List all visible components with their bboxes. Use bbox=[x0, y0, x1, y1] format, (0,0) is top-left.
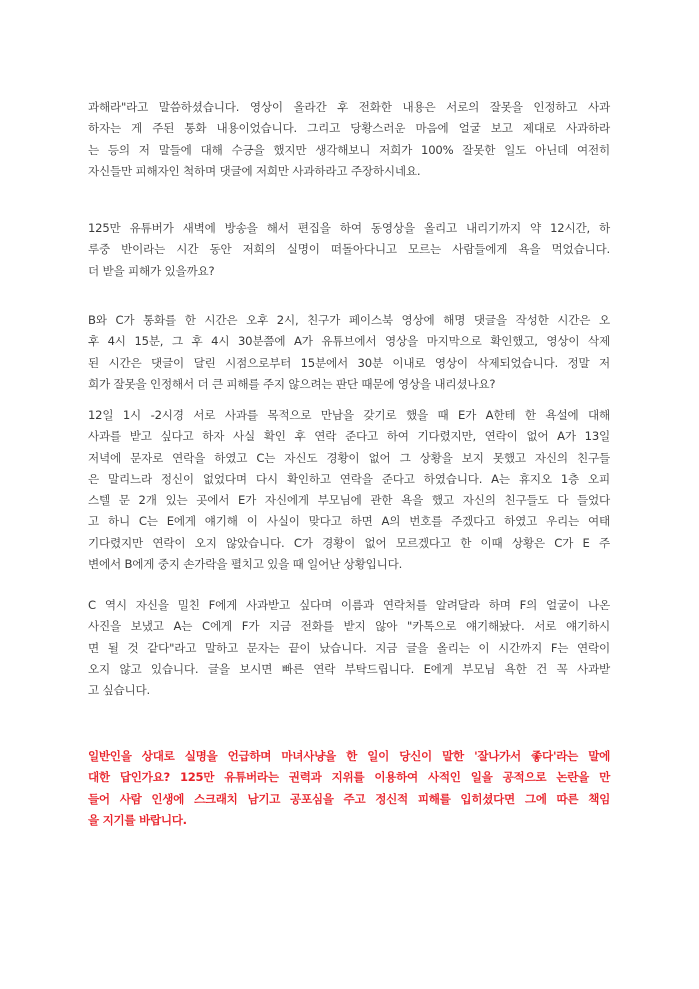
text-line: 는 등의 저 말들에 대해 수긍을 했지만 생각해보니 저희가 100% 잘못한 일도 아닌데 여전히 bbox=[88, 142, 610, 157]
text-line: 된 시간은 댓글이 달린 시점으로부터 15분에서 30분 이내로 영상이 삭제되었습니다. 정말 저 bbox=[88, 355, 610, 370]
text-line: 과해라"라고 말씀하셨습니다. 영상이 올라간 후 전화한 내용은 서로의 잘못을 인정하고 사과 bbox=[88, 100, 610, 114]
text-line: 오지 않고 있습니다. 글을 보시면 빠른 연락 부탁드립니다. E에게 부모님 욕한 건 꼭 사과받 bbox=[88, 661, 610, 676]
text-line: 은 말리느라 정신이 없었다며 다시 확인하고 연락을 준다고 하였습니다. A는 휴지오 1층 오피 bbox=[88, 471, 610, 486]
text-line: 12일 1시 -2시경 서로 사과를 목적으로 만남을 갖기로 했을 때 E가 A한테 한 욕설에 대해 bbox=[88, 408, 610, 422]
text-line: 후 4시 15분, 그 후 4시 30분쯤에 A가 유튜브에서 영상을 마지막으로 확인했고, 영상이 삭제 bbox=[88, 334, 610, 349]
text-line: 대한 답인가요? 125만 유튜버라는 권력과 지위를 이용하여 사적인 일을 공적으로 논란을 만 bbox=[88, 770, 610, 785]
paragraph-apology-call bbox=[88, 97, 610, 182]
text-line: 125만 유튜버가 새벽에 방송을 해서 편집을 하여 동영상을 올리고 내리기까지 약 12시간, 하 bbox=[88, 221, 610, 235]
paragraph-meeting-account bbox=[88, 405, 610, 575]
text-line: 사과를 받고 싶다고 하자 사실 확인 후 연락 준다고 하여 기다렸지만, 연락이 없어 A가 13일 bbox=[88, 429, 610, 444]
text-line: 고 하니 C는 E에게 얘기해 이 사실이 맞다고 하면 A의 번호를 주겠다고 하였고 우리는 여태 bbox=[88, 514, 610, 529]
text-line: 하자는 게 주된 통화 내용이었습니다. 그리고 당황스러운 마음에 얼굴 보고 제대로 사과하라 bbox=[88, 121, 610, 136]
paragraph-timeline bbox=[88, 310, 610, 395]
paragraph-closing-statement-highlighted bbox=[88, 746, 610, 831]
text-line: 변에서 B에게 중지 손가락을 펼치고 있을 때 일어난 상황입니다. bbox=[88, 557, 403, 572]
text-line: 스텔 문 2개 있는 곳에서 E가 자신에게 부모님에 관한 욕을 했고 자신의 친구들도 다 들었다 bbox=[88, 493, 610, 508]
text-line: 을 지기를 바랍니다. bbox=[88, 812, 187, 827]
paragraph-damage-duration bbox=[88, 218, 610, 282]
text-line: 고 싶습니다. bbox=[88, 683, 150, 698]
text-line: 일반인을 상대로 실명을 언급하며 마녀사냥을 한 일이 당신이 말한 '잘나가서 좋다'라는 말에 bbox=[88, 749, 610, 763]
text-line: 루중 반이라는 시간 동안 저희의 실명이 떠돌아다니고 모르는 사람들에게 욕을 먹었습니다. bbox=[88, 242, 610, 257]
text-line: 사진을 보냈고 A는 C에게 F가 지금 전화를 받지 않아 "카톡으로 얘기해놨다. 서로 얘기하시 bbox=[88, 619, 610, 634]
text-line: 자신들만 피해자인 척하며 댓글에 저희만 사과하라고 주장하시네요. bbox=[88, 163, 421, 178]
text-line: 더 받을 피해가 있을까요? bbox=[88, 263, 215, 278]
text-line: 면 될 것 같다"라고 말하고 문자는 끝이 났습니다. 지금 글을 올리는 이 시간까지 F는 연락이 bbox=[88, 640, 610, 655]
text-line: 들어 사람 인생에 스크래치 남기고 공포심을 주고 정신적 피해를 입히셨다면 그에 따른 책임 bbox=[88, 791, 610, 806]
paragraph-contact-request bbox=[88, 595, 610, 701]
text-line: 저녁에 문자로 연락을 하였고 C는 자신도 경황이 없어 그 상황을 보지 못했고 자신의 친구들 bbox=[88, 450, 610, 465]
text-line: B와 C가 통화를 한 시간은 오후 2시, 친구가 페이스북 영상에 해명 댓글을 작성한 시간은 오 bbox=[88, 313, 610, 327]
text-line: 기다렸지만 연락이 오지 않았습니다. C가 경황이 없어 모르겠다고 한 이때 상황은 C가 E 주 bbox=[88, 535, 610, 550]
text-line: 희가 잘못을 인정해서 더 큰 피해를 주지 않으려는 판단 때문에 영상을 내리셨나요? bbox=[88, 376, 496, 391]
text-line: C 역시 자신을 밀친 F에게 사과받고 싶다며 이름과 연락처를 알려달라 하며 F의 얼굴이 나온 bbox=[88, 598, 610, 612]
